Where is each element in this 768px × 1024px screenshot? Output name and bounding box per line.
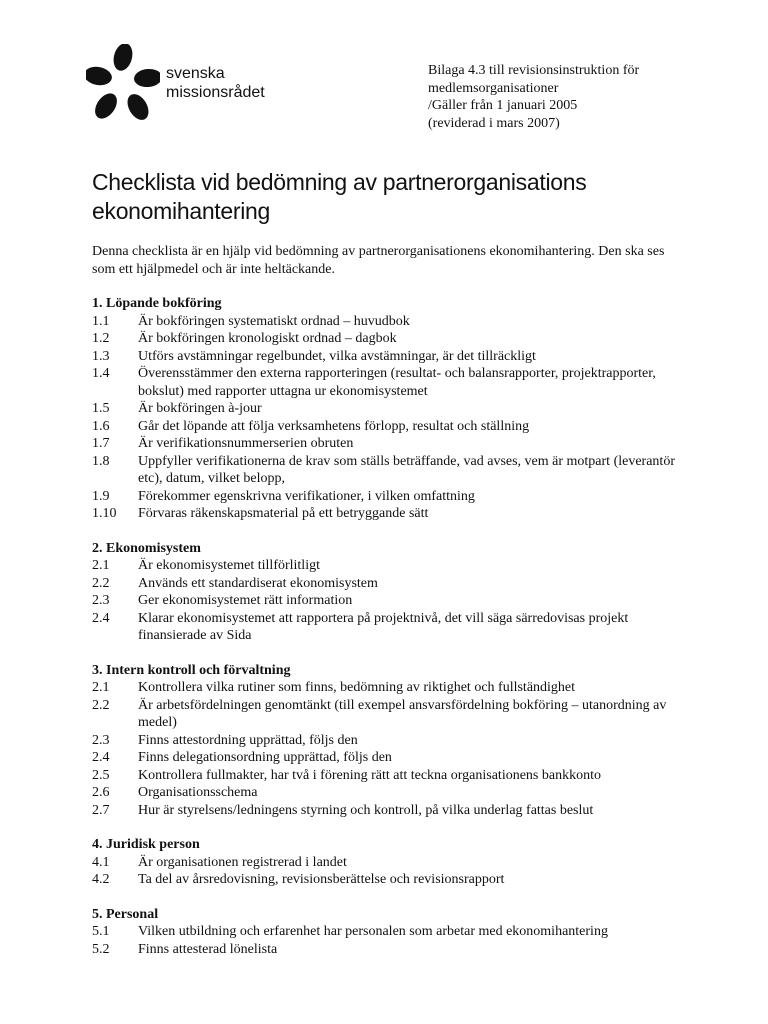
item-text: Förekommer egenskrivna verifikationer, i vilken omfattning [138, 488, 475, 504]
checklist-item [92, 732, 692, 750]
checklist-item [92, 610, 692, 645]
item-number: 2.1 [92, 680, 110, 695]
item-text: Är ekonomisystemet tillförlitligt [138, 558, 320, 573]
checklist-item [92, 575, 692, 593]
item-text: Ger ekonomisystemet rätt information [138, 593, 353, 608]
item-text: Överensstämmer den externa rapporteringen (resultat- och balansrapporter, projektrapporter, bokslut) med rapporter uttagna ur ekonomisystemet [138, 366, 656, 399]
logo-line: svenska [166, 65, 225, 82]
checklist-item [92, 784, 692, 802]
item-text: Används ett standardiserat ekonomisystem [138, 575, 378, 591]
item-text: Finns attesterad lönelista [138, 941, 278, 957]
reference-line: Bilaga 4.3 till revisionsinstruktion för [428, 63, 640, 78]
checklist-section [92, 540, 692, 645]
item-text: Klarar ekonomisystemet att rapportera på projektnivå, det vill säga särredovisas projekt finansierade av Sida [138, 610, 629, 643]
checklist-item [92, 749, 692, 767]
section-heading: 1. Löpande bokföring [92, 296, 222, 311]
organization-logo [86, 44, 160, 120]
item-text: Vilken utbildning och erfarenhet har personalen som arbetar med ekonomihantering [138, 924, 608, 939]
item-number: 1.10 [92, 506, 117, 521]
checklist-item [92, 767, 692, 785]
checklist-section [92, 662, 692, 820]
item-text: Är bokföringen kronologiskt ordnad – dagbok [138, 331, 397, 346]
checklist-item [92, 418, 692, 436]
item-number: 5.1 [92, 924, 110, 939]
item-number: 2.6 [92, 785, 110, 800]
item-text: Kontrollera vilka rutiner som finns, bedömning av riktighet och fullständighet [138, 680, 576, 695]
checklist-item [92, 557, 692, 575]
checklist-item [92, 348, 692, 366]
checklist-item [92, 941, 692, 959]
item-text: Är bokföringen à-jour [138, 401, 262, 416]
item-text: Är bokföringen systematiskt ordnad – huvudbok [138, 313, 410, 329]
item-text: Är arbetsfördelningen genomtänkt (till exempel ansvarsfördelning bokföring – utanordning av medel) [138, 697, 667, 730]
item-text: Organisationsschema [138, 785, 258, 800]
item-text: Utförs avstämningar regelbundet, vilka avstämningar, är det tillräckligt [138, 348, 536, 364]
item-number: 1.3 [92, 348, 110, 364]
checklist-item [92, 679, 692, 697]
intro-paragraph: Denna checklista är en hjälp vid bedömning av partnerorganisationens ekonomihantering. Den ska ses som ett hjälpmedel och är inte heltäckande. [92, 244, 665, 277]
document-reference [428, 62, 728, 132]
item-text: Finns delegationsordning upprättad, följs den [138, 750, 392, 765]
item-number: 1.7 [92, 436, 110, 451]
item-text: Hur är styrelsens/ledningens styrning och kontroll, på vilka underlag fattas beslut [138, 802, 594, 818]
checklist-item [92, 488, 692, 506]
checklist-item [92, 923, 692, 941]
item-number: 1.8 [92, 453, 110, 469]
item-text: Är verifikationsnummerserien obruten [138, 436, 354, 451]
item-number: 2.2 [92, 575, 110, 591]
item-text: Finns attestordning upprättad, följs den [138, 732, 358, 748]
checklist-item [92, 330, 692, 348]
item-number: 1.5 [92, 401, 110, 416]
title-line: Checklista vid bedömning av partnerorganisations [92, 169, 587, 195]
section-heading: 5. Personal [92, 906, 159, 922]
section-heading: 4. Juridisk person [92, 837, 200, 852]
checklist-item [92, 871, 692, 889]
item-number: 2.4 [92, 750, 110, 765]
item-number: 2.1 [92, 558, 110, 573]
item-text: Är organisationen registrerad i landet [138, 854, 347, 870]
section-heading: 3. Intern kontroll och förvaltning [92, 662, 291, 678]
item-text: Uppfyller verifikationerna de krav som ställs beträffande, vad avses, vem är motpart (leverantör etc), datum, vilket belopp, [138, 453, 675, 486]
item-text: Förvaras räkenskapsmaterial på ett betryggande sätt [138, 506, 429, 521]
checklist-item [92, 435, 692, 453]
reference-line: (reviderad i mars 2007) [428, 115, 560, 131]
item-number: 1.4 [92, 366, 110, 381]
item-number: 1.9 [92, 488, 110, 504]
title-line: ekonomihantering [92, 198, 271, 224]
checklist-item [92, 400, 692, 418]
item-text: Ta del av årsredovisning, revisionsberättelse och revisionsrapport [138, 872, 505, 887]
checklist-section [92, 836, 692, 889]
item-number: 2.5 [92, 767, 110, 783]
checklist-item [92, 802, 692, 820]
page-title [92, 168, 712, 226]
checklist-item [92, 453, 692, 488]
reference-line: /Gäller från 1 januari 2005 [428, 98, 578, 113]
item-number: 1.1 [92, 313, 110, 329]
checklist-item [92, 505, 692, 523]
logo-wordmark [166, 64, 265, 102]
item-number: 2.3 [92, 732, 110, 748]
section-heading: 2. Ekonomisystem [92, 540, 201, 556]
item-number: 4.1 [92, 854, 110, 870]
checklist-item [92, 697, 692, 732]
item-number: 2.4 [92, 610, 110, 626]
checklist-section [92, 295, 692, 523]
item-number: 5.2 [92, 941, 110, 957]
checklist-item [92, 854, 692, 872]
item-text: Kontrollera fullmakter, har två i förening rätt att teckna organisationens bankkonto [138, 767, 601, 783]
item-number: 2.3 [92, 593, 110, 608]
reference-line: medlemsorganisationer [428, 80, 559, 96]
checklist-item [92, 592, 692, 610]
checklist [92, 295, 692, 975]
item-number: 1.6 [92, 418, 110, 434]
item-text: Går det löpande att följa verksamhetens förlopp, resultat och ställning [138, 418, 530, 434]
checklist-section [92, 906, 692, 959]
item-number: 4.2 [92, 872, 110, 887]
item-number: 1.2 [92, 331, 110, 346]
item-number: 2.2 [92, 697, 110, 713]
item-number: 2.7 [92, 802, 110, 818]
checklist-item [92, 313, 692, 331]
logo-line: missionsrådet [166, 84, 265, 101]
checklist-item [92, 365, 692, 400]
